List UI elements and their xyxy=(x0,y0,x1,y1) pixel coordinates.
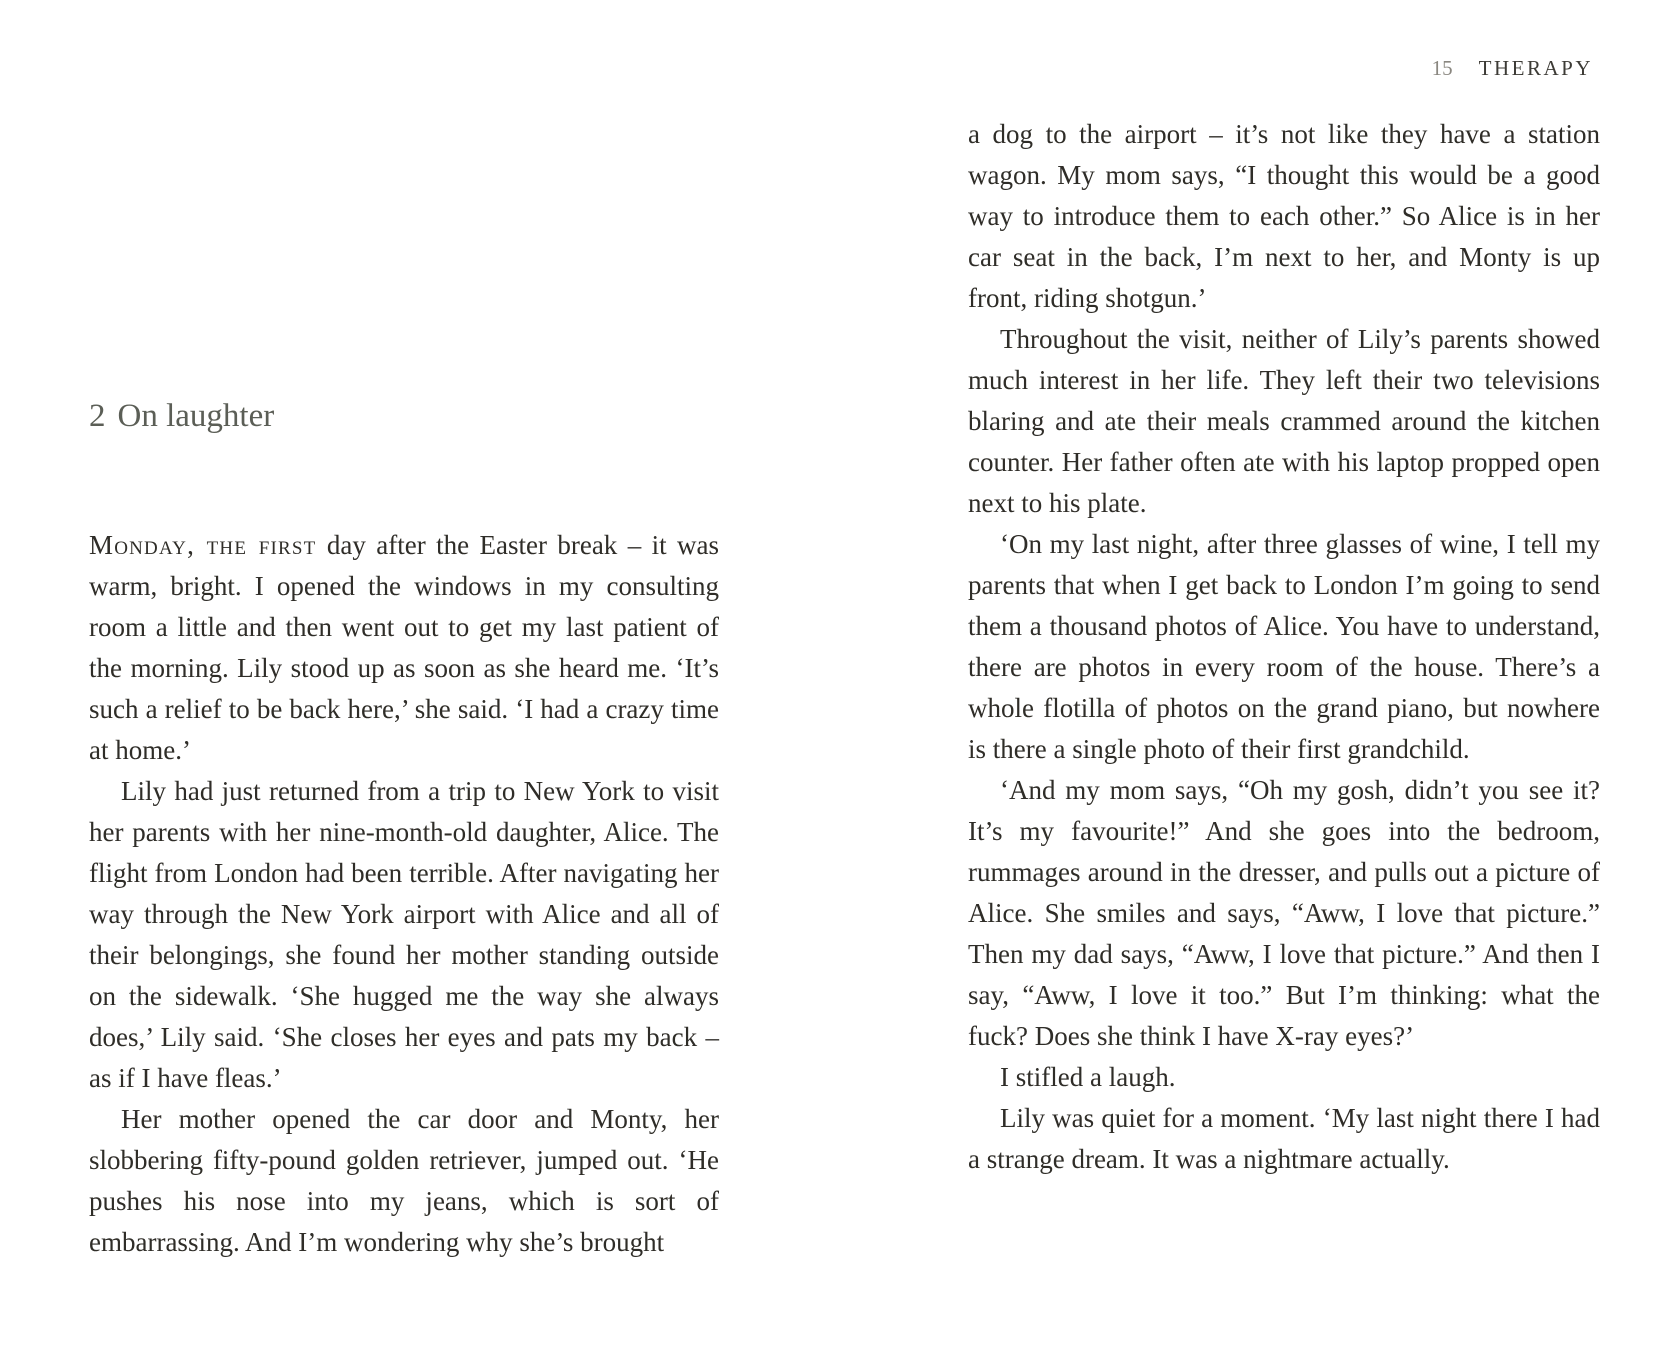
paragraph: ‘And my mom says, “Oh my gosh, didn’t you see it? It’s my favourite!” And she goes into the bedroom, rummages around in the dresser, and pulls out a picture of Alice. She smiles and says, “Aww, I love that picture.” Then my dad says, “Aww, I love that picture.” And then I say, “Aww, I love it too.” But I’m thinking: what the fuck? Does she think I have X-ray eyes?’ xyxy=(968,775,1600,1051)
left-page xyxy=(0,0,800,1356)
running-head-title: THERAPY xyxy=(1478,56,1593,80)
paragraph-text: day after the Easter break – it was warm, bright. I opened the windows in my consulting room a little and then went out to get my last patient of the morning. Lily stood up as soon as she heard me. ‘It’s such a relief to be back here,’ she said. ‘I had a crazy time at home.’ xyxy=(89,530,719,765)
paragraph: ‘On my last night, after three glasses of wine, I tell my parents that when I get back to London I’m going to send them a thousand photos of Alice. You have to understand, there are photos in every room of the house. There’s a whole flotilla of photos on the grand piano, but nowhere is there a single photo of their first grandchild. xyxy=(968,529,1600,764)
chapter-title: On laughter xyxy=(117,398,275,434)
paragraph: Lily had just returned from a trip to New York to visit her parents with her nine-month-old daughter, Alice. The flight from London had been terrible. After navigating her way through the New York airport with Alice and all of their belongings, she found her mother standing outside on the sidewalk. ‘She hugged me the way she always does,’ Lily said. ‘She closes her eyes and pats my back – as if I have fleas.’ xyxy=(89,776,719,1093)
running-head xyxy=(1432,56,1593,81)
paragraph: Her mother opened the car door and Monty, her slobbering fifty-pound golden retriever, jumped out. ‘He pushes his nose into my jeans, which is sort of embarrassing. And I’m wondering why she’s brought xyxy=(89,1104,719,1257)
paragraph xyxy=(89,525,719,771)
paragraph: I stifled a laugh. xyxy=(1000,1062,1176,1092)
chapter-heading xyxy=(89,398,274,435)
left-page-body-text xyxy=(89,525,719,1263)
paragraph: Throughout the visit, neither of Lily’s parents showed much interest in her life. They left their two televisions blaring and ate their meals crammed around the kitchen counter. Her father often ate with his laptop propped open next to his plate. xyxy=(968,324,1600,518)
page-number: 15 xyxy=(1431,56,1453,80)
chapter-number: 2 xyxy=(89,398,106,434)
paragraph: a dog to the airport – it’s not like they have a station wagon. My mom says, “I thought this would be a good way to introduce them to each other.” So Alice is in her car seat in the back, I’m next to her, and Monty is up front, riding shotgun.’ xyxy=(968,119,1600,313)
right-page-body-text xyxy=(968,114,1600,1180)
opening-small-caps: Monday, the first xyxy=(89,530,317,560)
paragraph: Lily was quiet for a moment. ‘My last night there I had a strange dream. It was a nightmare actually. xyxy=(968,1103,1600,1174)
